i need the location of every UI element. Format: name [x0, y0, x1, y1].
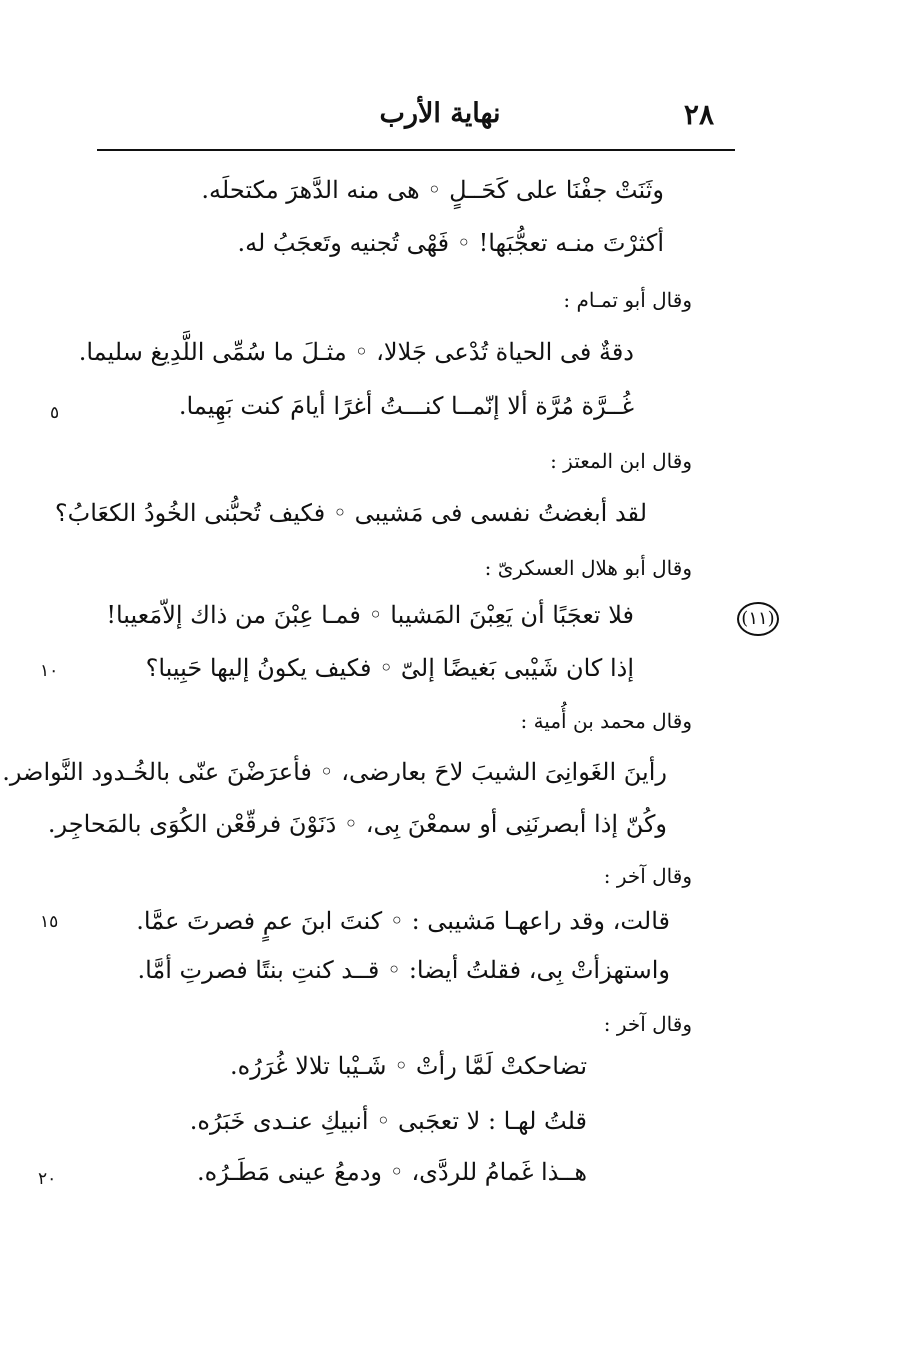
line-number: ٥ [50, 403, 60, 423]
line-number: ٢٠ [38, 1169, 57, 1189]
verse-line: غُــرَّة مُرَّة ألا إنّمــا كنـــتُ أغرًا أيامَ كنت بَهِيما. [178, 392, 634, 420]
verse-introduction: وقال آخر : [603, 1012, 692, 1036]
verse-line: وكُنّ إذا أبصرنَنِى أو سمعْنَ بِى، ◦ دَنَوْنَ فرقّعْن الكُوَى بالمَحاجِر. [47, 810, 667, 838]
verse-line: رأينَ الغَوانِىَ الشيبَ لاحَ بعارضى، ◦ فأعرَضْنَ عنّى بالخُـدود النَّواضر. [2, 758, 667, 786]
verse-introduction: وقال ابن المعتز : [550, 449, 692, 473]
verse-line: لقد أبغضتُ نفسى فى مَشيبى ◦ فكيف تُحبُّنى الخُودُ الكعَابُ؟ [54, 499, 647, 527]
verse-line: وثَنَتْ جفْنَا على كَحَــلٍ ◦ هى منه الدَّهرَ مكتحلَه. [201, 176, 664, 204]
verse-line: أكثرْتَ منـه تعجُّبَها! ◦ فَهْى تُجنيه وتَعجَبُ له. [237, 229, 664, 257]
header-rule [97, 149, 735, 151]
verse-line: فلا تعجَبًا أن يَعِبْنَ المَشيبا ◦ فمـا عِبْنَ من ذاك إلاّمَعيبا! [106, 601, 634, 629]
verse-introduction: وقال أبو تمـام : [563, 288, 692, 312]
verse-line: واستهزأتْ بِى، فقلتُ أيضا: ◦ قــد كنتِ بنتًا فصرتِ أمَّا. [137, 956, 670, 984]
verse-line: قالت، وقد راعهـا مَشيبى : ◦ كنتَ ابنَ عمٍ فصرتَ عمَّا. [136, 907, 670, 935]
verse-line: دقةٌ فى الحياة تُدْعى جَلالا، ◦ مثـلَ ما سُمِّى اللَّدِيغ سليما. [78, 338, 634, 366]
verse-line: إذا كان شَيْبى بَغيضًا إلىّ ◦ فكيف يكونُ إليها حَبِيبا؟ [145, 654, 634, 682]
line-number: ١٥ [40, 912, 59, 932]
line-number: ١٠ [40, 661, 59, 681]
verse-introduction: وقال محمد بن أُمية : [520, 709, 692, 733]
reference-marker: (١١) [737, 602, 779, 636]
verse-line: قلتُ لهـا : لا تعجَبى ◦ أنبيكِ عنـدى خَبَرُه. [189, 1107, 587, 1135]
running-title: نهاية الأرب [379, 98, 501, 129]
verse-line: هــذا غَمامُ للردَّى، ◦ ودمعُ عينى مَطَـرُه. [197, 1158, 587, 1186]
page-number: ٢٨ [683, 98, 714, 131]
verse-line: تضاحكتْ لَمَّا رأتْ ◦ شَـيْبا تلالا غُرَرُه. [230, 1052, 587, 1080]
verse-introduction: وقال آخر : [603, 864, 692, 888]
verse-introduction: وقال أبو هلال العسكرىّ : [484, 556, 692, 580]
